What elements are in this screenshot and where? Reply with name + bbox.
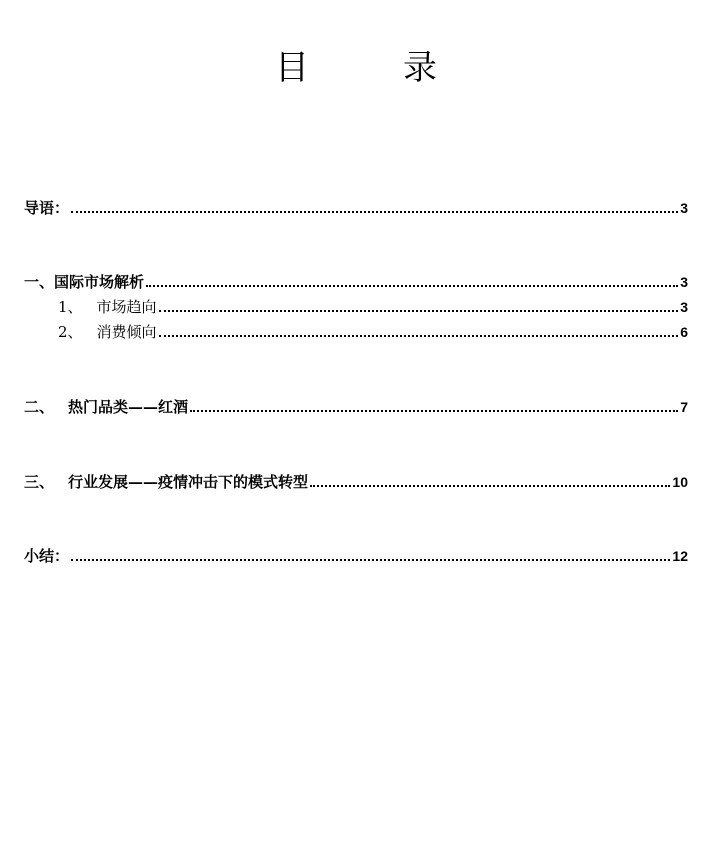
toc-entry-industry-development[interactable] [24,470,688,492]
toc-entry-international-market[interactable] [24,270,688,292]
toc-dot-leader [310,485,670,487]
toc-entry-number: 二、 [24,398,55,416]
toc-entry-text: 一、国际市场解析 [24,273,145,291]
toc-page-number: 6 [680,324,688,340]
toc-entry-text: 小结： [24,547,70,565]
toc-entry-text: 热门品类——红酒 [68,398,189,416]
toc-entry-popular-category[interactable] [24,395,688,417]
toc-entry-text: 导语： [24,199,70,217]
toc-dot-leader [190,410,678,412]
toc-page-number: 10 [672,474,688,490]
toc-dot-leader [159,335,678,337]
toc-entry-number: 1、 [58,298,83,316]
toc-dot-leader [71,211,678,213]
toc-page-number: 3 [680,274,688,290]
toc-dot-leader [159,310,678,312]
toc-page-number: 12 [672,548,688,564]
toc-entry-intro[interactable] [24,196,688,218]
toc-entry-number: 2、 [58,323,83,341]
toc-entry-text: 市场趋向 [96,298,157,316]
toc-page-number: 7 [680,399,688,415]
page-title: 目 录 [275,48,467,88]
toc-entry-text: 行业发展——疫情冲击下的模式转型 [68,473,309,491]
toc-entry-market-trend[interactable] [58,295,688,317]
toc-page-number: 3 [680,299,688,315]
toc-dot-leader [71,559,670,561]
toc-entry-summary[interactable] [24,544,688,566]
toc-entry-text: 消费倾向 [96,323,157,341]
toc-entry-consumption-trend[interactable] [58,320,688,342]
toc-entry-number: 三、 [24,473,55,491]
toc-page-number: 3 [680,200,688,216]
toc-dot-leader [146,285,678,287]
